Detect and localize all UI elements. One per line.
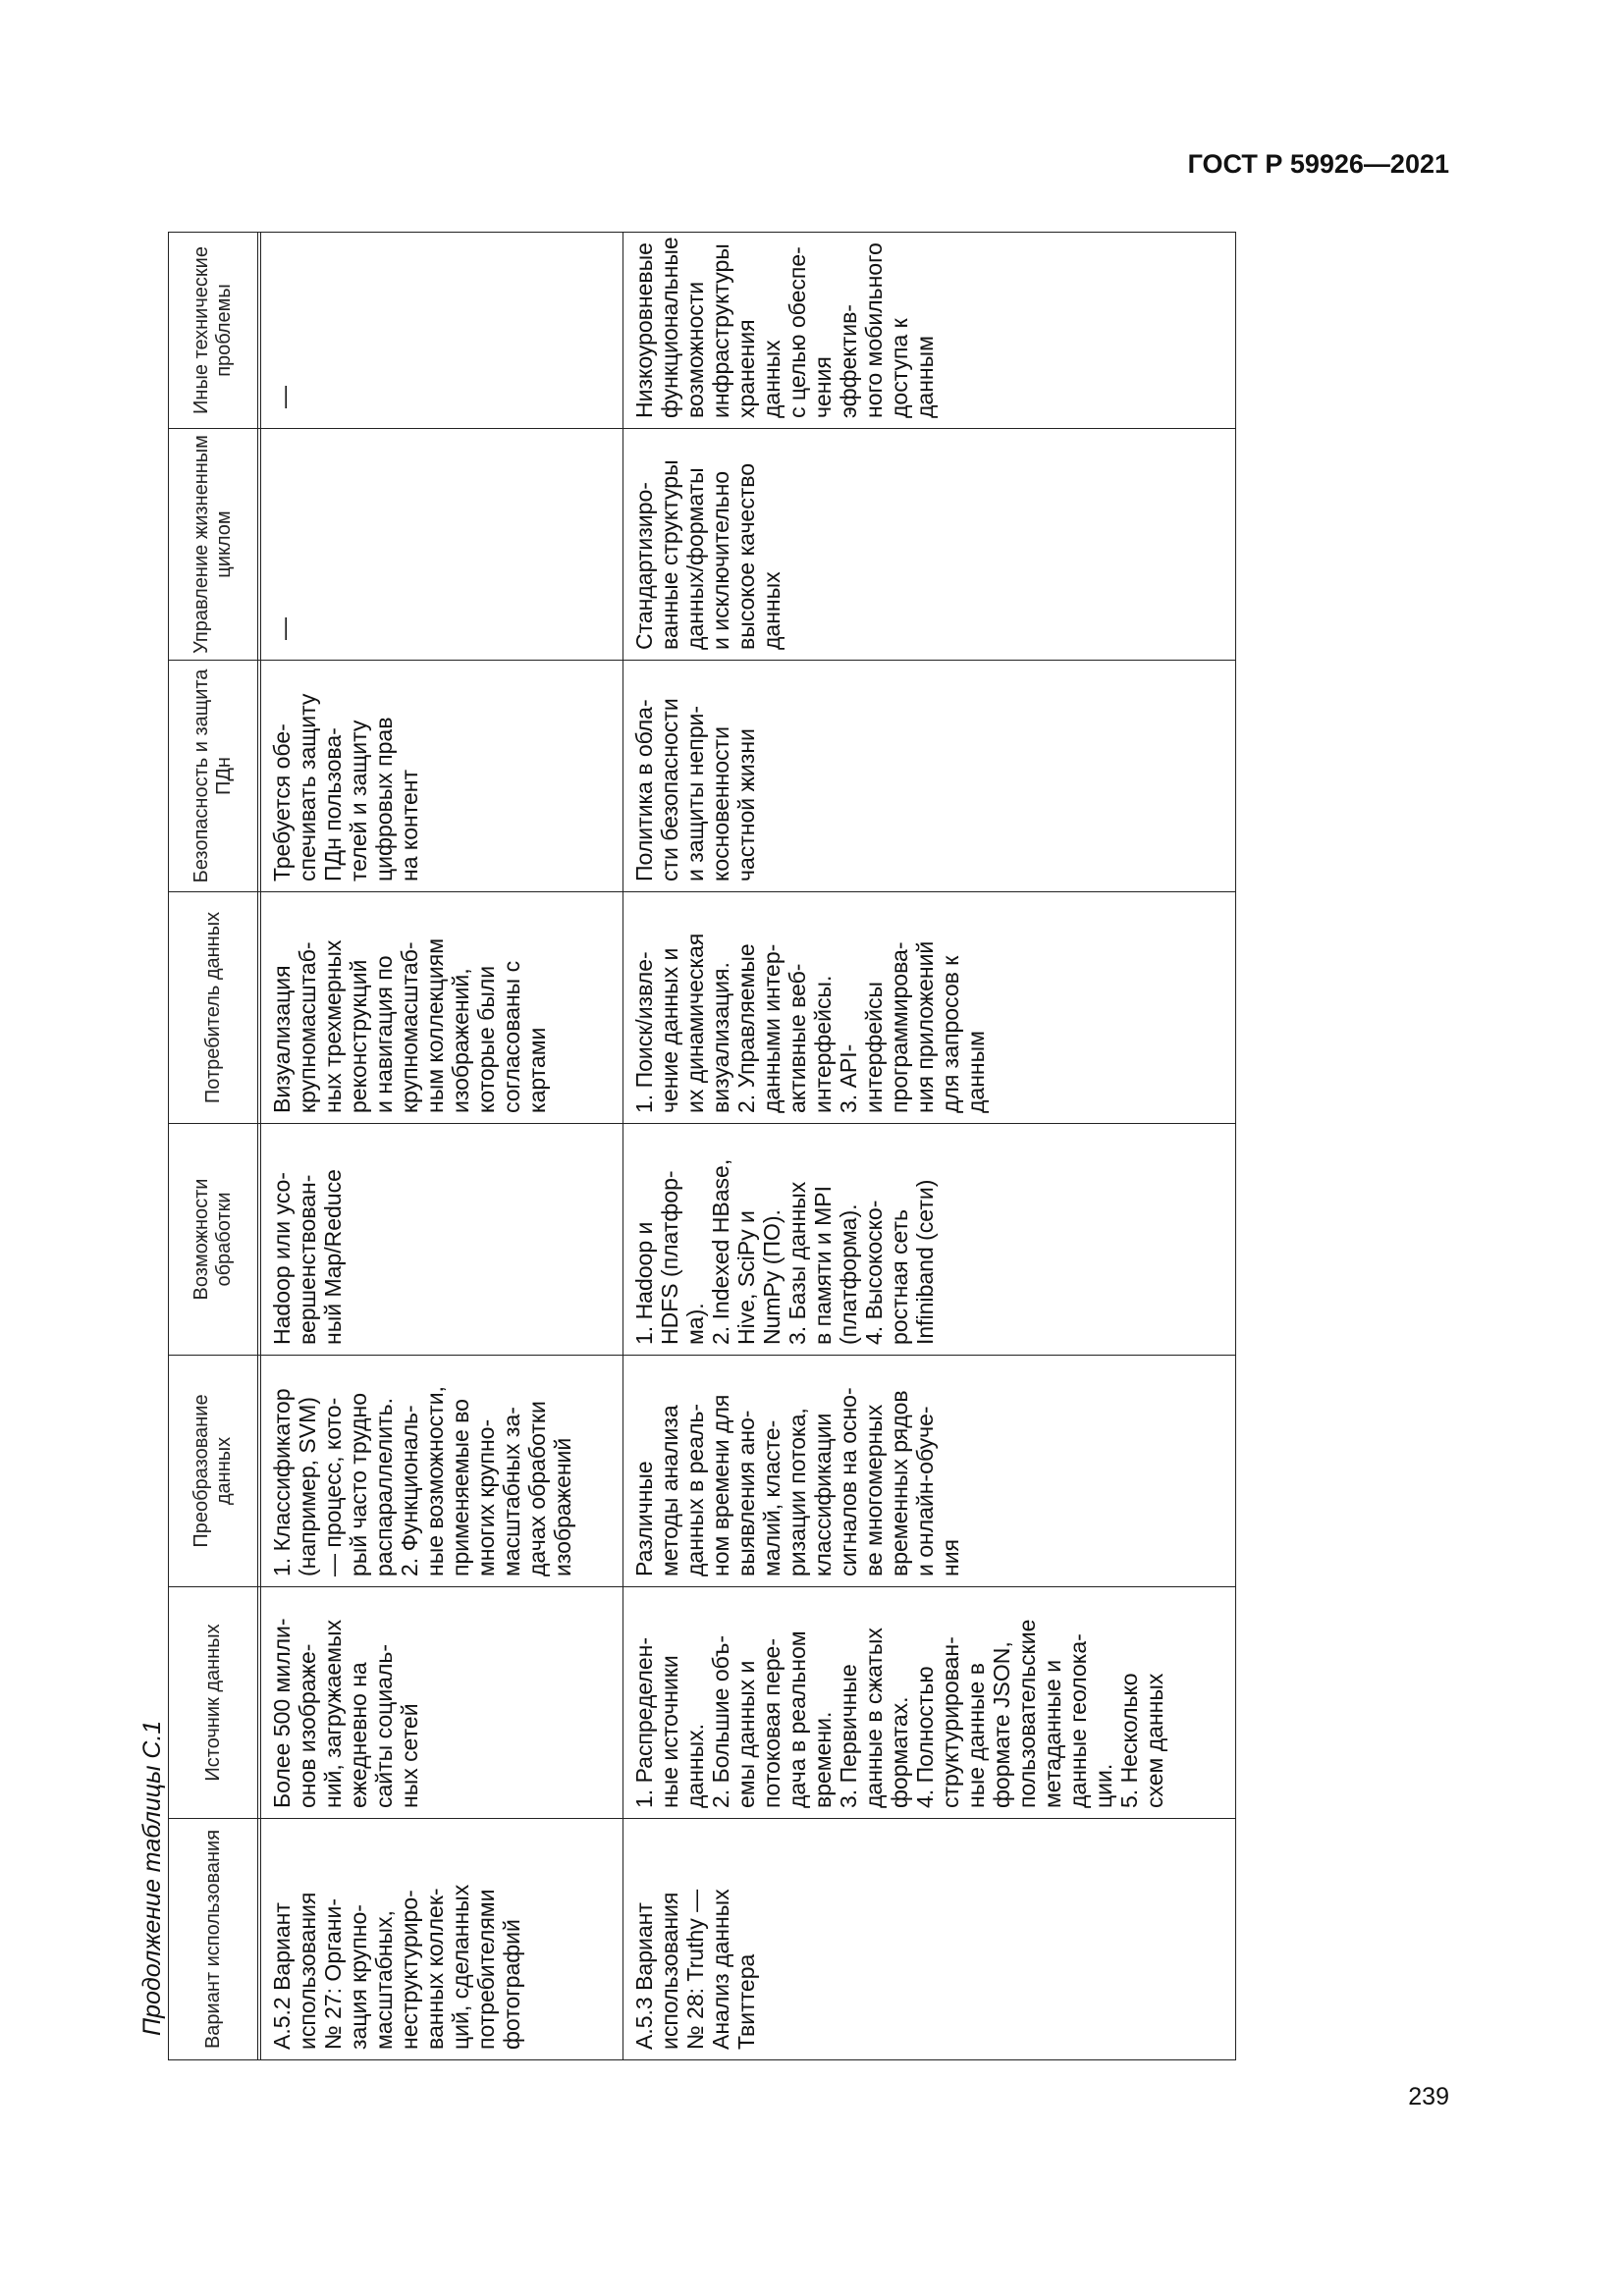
use-case-table — [168, 232, 1236, 2060]
table-cell: 1. Распределен- ные источники данных. 2. Большие объ- емы данных и потоковая пере- дача в реальном времени. 3. Первичные данные в сжатых форматах. 4. Полностью структурирован- ные данные в формате JSON, пользовательские метаданные и данные геолока- ции. 5. Несколько схем данных — [623, 1587, 1236, 1819]
table-cell: Требуется обе- спечивать защиту ПДн пользова- телей и защиту цифровых прав на контент — [261, 661, 623, 892]
table-cell: Более 500 милли- онов изображе- ний, загружаемых ежедневно на сайты социаль- ных сетей — [261, 1587, 623, 1819]
table-cell: Различные методы анализа данных в реаль- ном времени для выявления ано- малий, класте- ризации потока, классификации сигналов на осно- ве многомерных временных рядов и онлайн-обуче- ния — [623, 1356, 1236, 1587]
table-cell: А.5.3 Вариант использования № 28: Truthy — Анализ данных Твиттера — [623, 1819, 1236, 2060]
column-header: Безопасность и защита ПДн — [169, 661, 258, 892]
table-cell: 1. Поиск/извле- чение данных и их динамическая визуализация. 2. Управляемые данными интер- активные веб- интерфейсы. 3. API- интерфейсы программирова- ния приложений для запросов к данным — [623, 892, 1236, 1124]
table-cell: — — [261, 233, 623, 429]
table-cell: Низкоуровневые функциональные возможности инфраструктуры хранения данных с целью обеспе- чения эффектив- ного мобильного доступа к данным — [623, 233, 1236, 429]
table-row — [623, 233, 1236, 2060]
column-header: Потребитель данных — [169, 892, 258, 1124]
column-header: Возможности обработки — [169, 1124, 258, 1356]
rotated-table-frame — [168, 233, 1236, 2060]
table-row — [261, 233, 623, 2060]
table-cell: Стандартизиро- ванные структуры данных/форматы и исключительно высокое качество данных — [623, 429, 1236, 661]
table-cell: 1. Классификатор (например, SVM) — процесс, кото- рый часто трудно распараллелить. 2. Функциональ- ные возможности, применяемые во многих крупно- масштабных за- дачах обработки изображений — [261, 1356, 623, 1587]
table-cell: Hadoop или усо- вершенствован- ный Map/Reduce — [261, 1124, 623, 1356]
table-cell: А.5.2 Вариант использования № 27: Органи- зация крупно- масштабных, неструктуриро- ванных коллек- ций, сделанных потребителями фотографий — [261, 1819, 623, 2060]
table-cell: — — [261, 429, 623, 661]
table-cell: Визуализация крупномасштаб- ных трехмерных реконструкций и навигация по крупномасштаб- ным коллекциям изображений, которые были согласованы с картами — [261, 892, 623, 1124]
column-header: Иные технические проблемы — [169, 233, 258, 429]
column-header: Преобразование данных — [169, 1356, 258, 1587]
table-header-row — [169, 233, 258, 2060]
table-cell: Политика в обла- сти безопасности и защиты непри- косновенности частной жизни — [623, 661, 1236, 892]
column-header: Источник данных — [169, 1587, 258, 1819]
document-id-header: ГОСТ Р 59926—2021 — [1187, 149, 1449, 179]
page-number: 239 — [1408, 2083, 1449, 2110]
table-cell: 1. Hadoop и HDFS (платфор- ма). 2. Indexed HBase, Hive, SciPy и NumPy (ПО). 3. Базы данных в памяти и MPI (платформа). 4. Высокоско- ростная сеть Infiniband (сети) — [623, 1124, 1236, 1356]
column-header: Вариант использования — [169, 1819, 258, 2060]
table-caption: Продолжение таблицы С.1 — [138, 1720, 166, 2036]
column-header: Управление жизненным циклом — [169, 429, 258, 661]
